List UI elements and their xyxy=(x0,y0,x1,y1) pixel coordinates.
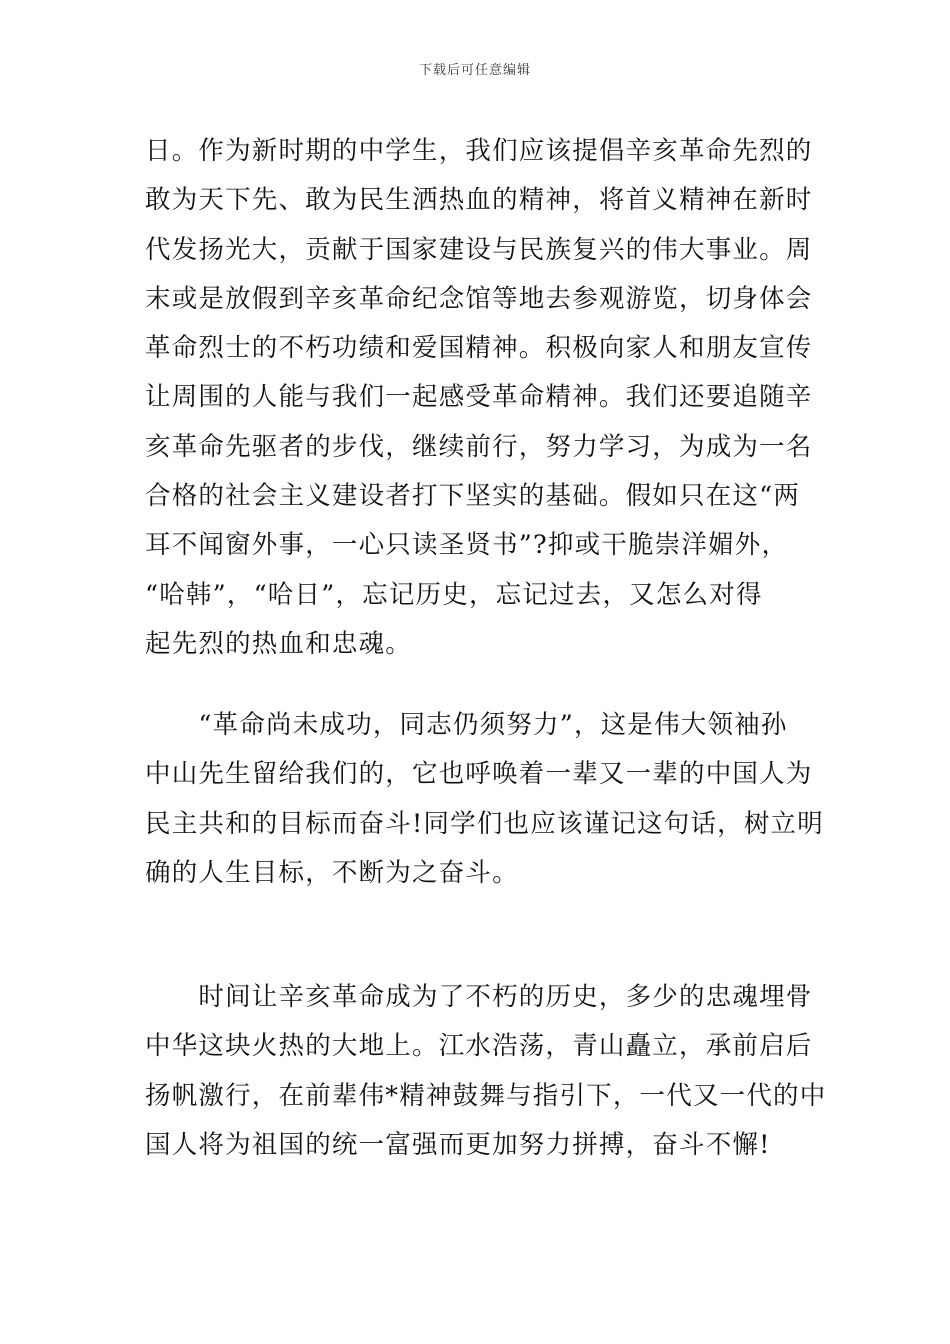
text-line: 耳不闻窗外事，一心只读圣贤书”?抑或干脆崇洋媚外， xyxy=(145,530,789,561)
paragraph-1 xyxy=(145,127,813,669)
header-note: 下载后可任意编辑 xyxy=(418,63,531,78)
text-line: 起先烈的热血和忠魂。 xyxy=(145,628,413,659)
text-line: 革命烈士的不朽功绩和爱国精神。积极向家人和朋友宣传 xyxy=(145,333,813,364)
text-line: 合格的社会主义建设者打下坚实的基础。假如只在这“两 xyxy=(145,481,801,512)
text-line: “革命尚未成功，同志仍须努力”，这是伟大领袖孙 xyxy=(145,710,788,740)
text-line: 日。作为新时期的中学生，我们应该提倡辛亥革命先烈的 xyxy=(145,136,813,166)
text-line: 代发扬光大，贡献于国家建设与民族复兴的伟大事业。周 xyxy=(145,234,813,265)
text-line: 中华这块火热的大地上。江水浩荡，青山矗立，承前启后 xyxy=(145,1031,813,1062)
paragraph-3 xyxy=(145,973,827,1170)
text-line: 确的人生目标，不断为之奋斗。 xyxy=(145,857,519,888)
text-line: 让周围的人能与我们一起感受革命精神。我们还要追随辛 xyxy=(145,382,813,413)
text-line: 民主共和的目标而奋斗!同学们也应该谨记这句话，树立明 xyxy=(145,808,824,839)
text-line: 扬帆激行，在前辈伟*精神鼓舞与指引下，一代又一代的中 xyxy=(145,1080,827,1111)
text-line: 敢为天下先、敢为民生洒热血的精神，将首义精神在新时 xyxy=(145,185,813,216)
paragraph-2 xyxy=(145,701,824,898)
text-line: 时间让辛亥革命成为了不朽的历史，多少的忠魂埋骨 xyxy=(145,982,813,1012)
text-line: 末或是放假到辛亥革命纪念馆等地去参观游览，切身体会 xyxy=(145,283,813,314)
text-line: 亥革命先驱者的步伐，继续前行，努力学习，为成为一名 xyxy=(145,431,813,462)
text-line: “哈韩”，“哈日”，忘记历史，忘记过去，又怎么对得 xyxy=(145,579,763,610)
text-line: 中山先生留给我们的，它也呼唤着一辈又一辈的中国人为 xyxy=(145,759,813,790)
text-line: 国人将为祖国的统一富强而更加努力拼搏，奋斗不懈! xyxy=(145,1129,771,1160)
